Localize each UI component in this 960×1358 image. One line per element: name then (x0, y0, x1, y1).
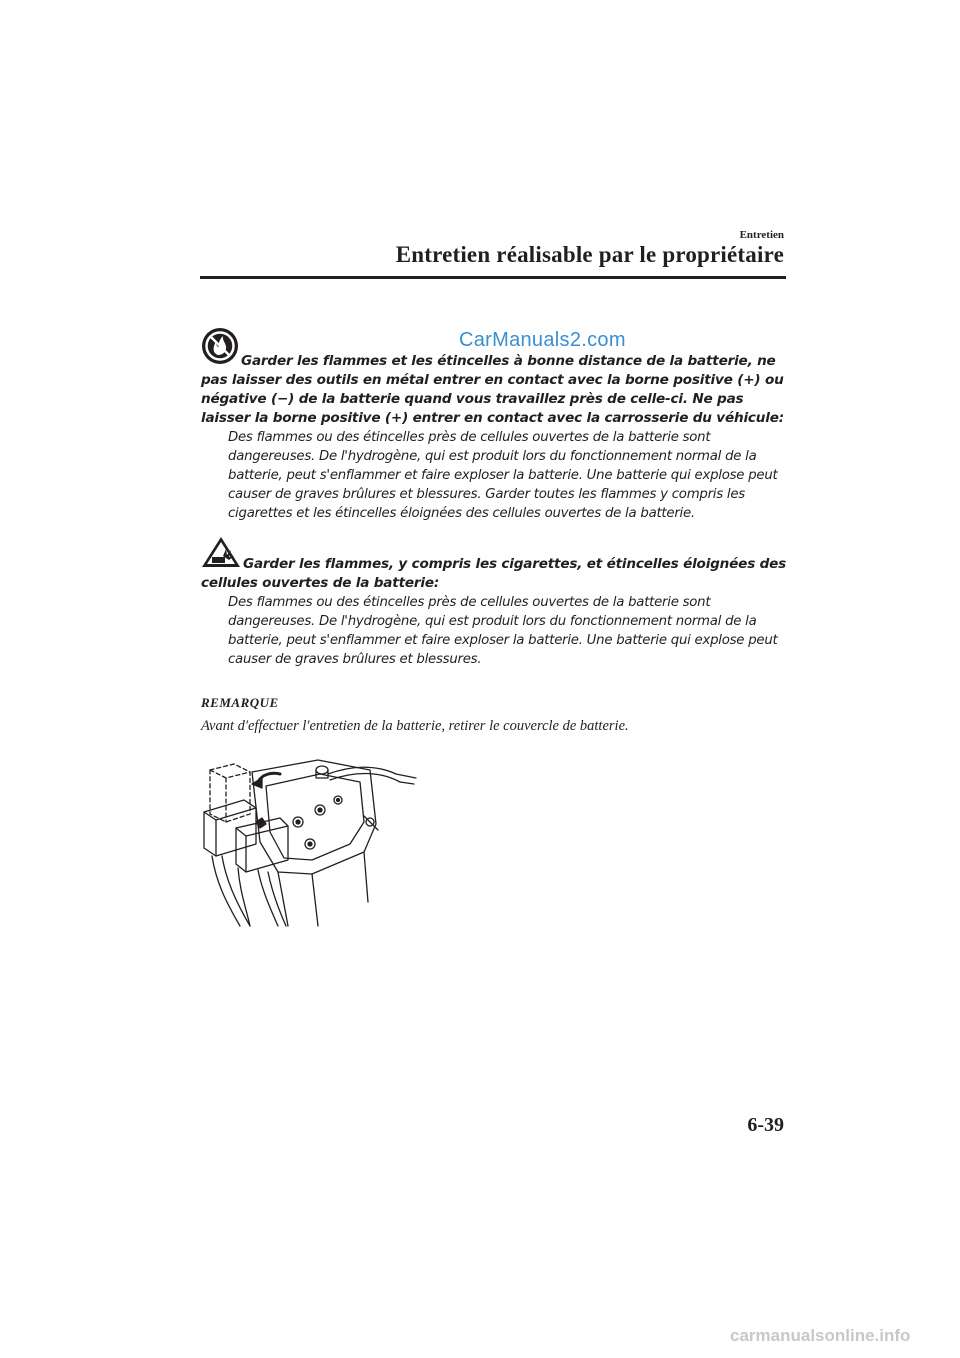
page-title: Entretien réalisable par le propriétaire (395, 242, 784, 267)
section-label: Entretien (739, 229, 784, 241)
warning-body (228, 428, 791, 523)
warning-body (228, 593, 791, 669)
battery-cover-illustration (200, 752, 420, 933)
warning-body-text: Des flammes ou des étincelles près de cellules ouvertes de la batterie sont dangereuses. De l'hydrogène, qui est produit lors du fonctionnement normal de la batterie, peut s'enflammer et faire exploser la batterie. Une batterie qui explose peut causer de graves brûlures et blessures. Garder toutes les flammes y compris les cigarettes et les étincelles éloignées des cellules ouvertes de la batterie. (228, 430, 778, 521)
header-divider (200, 276, 786, 279)
watermark-carmanuals2: CarManuals2.com (459, 329, 626, 351)
watermark-carmanualsonline: carmanualsonline.info (730, 1326, 911, 1345)
note-text: Avant d'effectuer l'entretien de la batterie, retirer le couvercle de batterie. (201, 718, 629, 734)
no-flame-icon (201, 327, 239, 371)
warning-heading (201, 536, 791, 593)
warning-heading-text: Garder les flammes, y compris les cigarettes, et étincelles éloignées des cellules ouvertes de la batterie: (201, 556, 787, 591)
warning-block-explosion (201, 536, 791, 669)
note-label: REMARQUE (201, 695, 279, 710)
page-number: 6-39 (747, 1114, 784, 1136)
warning-body-text: Des flammes ou des étincelles près de cellules ouvertes de la batterie sont dangereuses. De l'hydrogène, qui est produit lors du fonctionnement normal de la batterie, peut s'enflammer et faire exploser la batterie. Une batterie qui explose peut causer de graves brûlures et blessures. (228, 595, 778, 667)
warning-heading (201, 327, 791, 428)
warning-block-flames (201, 327, 791, 523)
warning-heading-text: Garder les flammes et les étincelles à bonne distance de la batterie, ne pas laisser des outils en métal entrer en contact avec la borne positive (+) ou négative (−) de la batterie quand vous travaillez près de celle-ci. Ne pas laisser la borne positive (+) entrer en contact avec la carrosserie du véhicule: (201, 353, 784, 426)
explosion-warning-icon (201, 536, 241, 574)
